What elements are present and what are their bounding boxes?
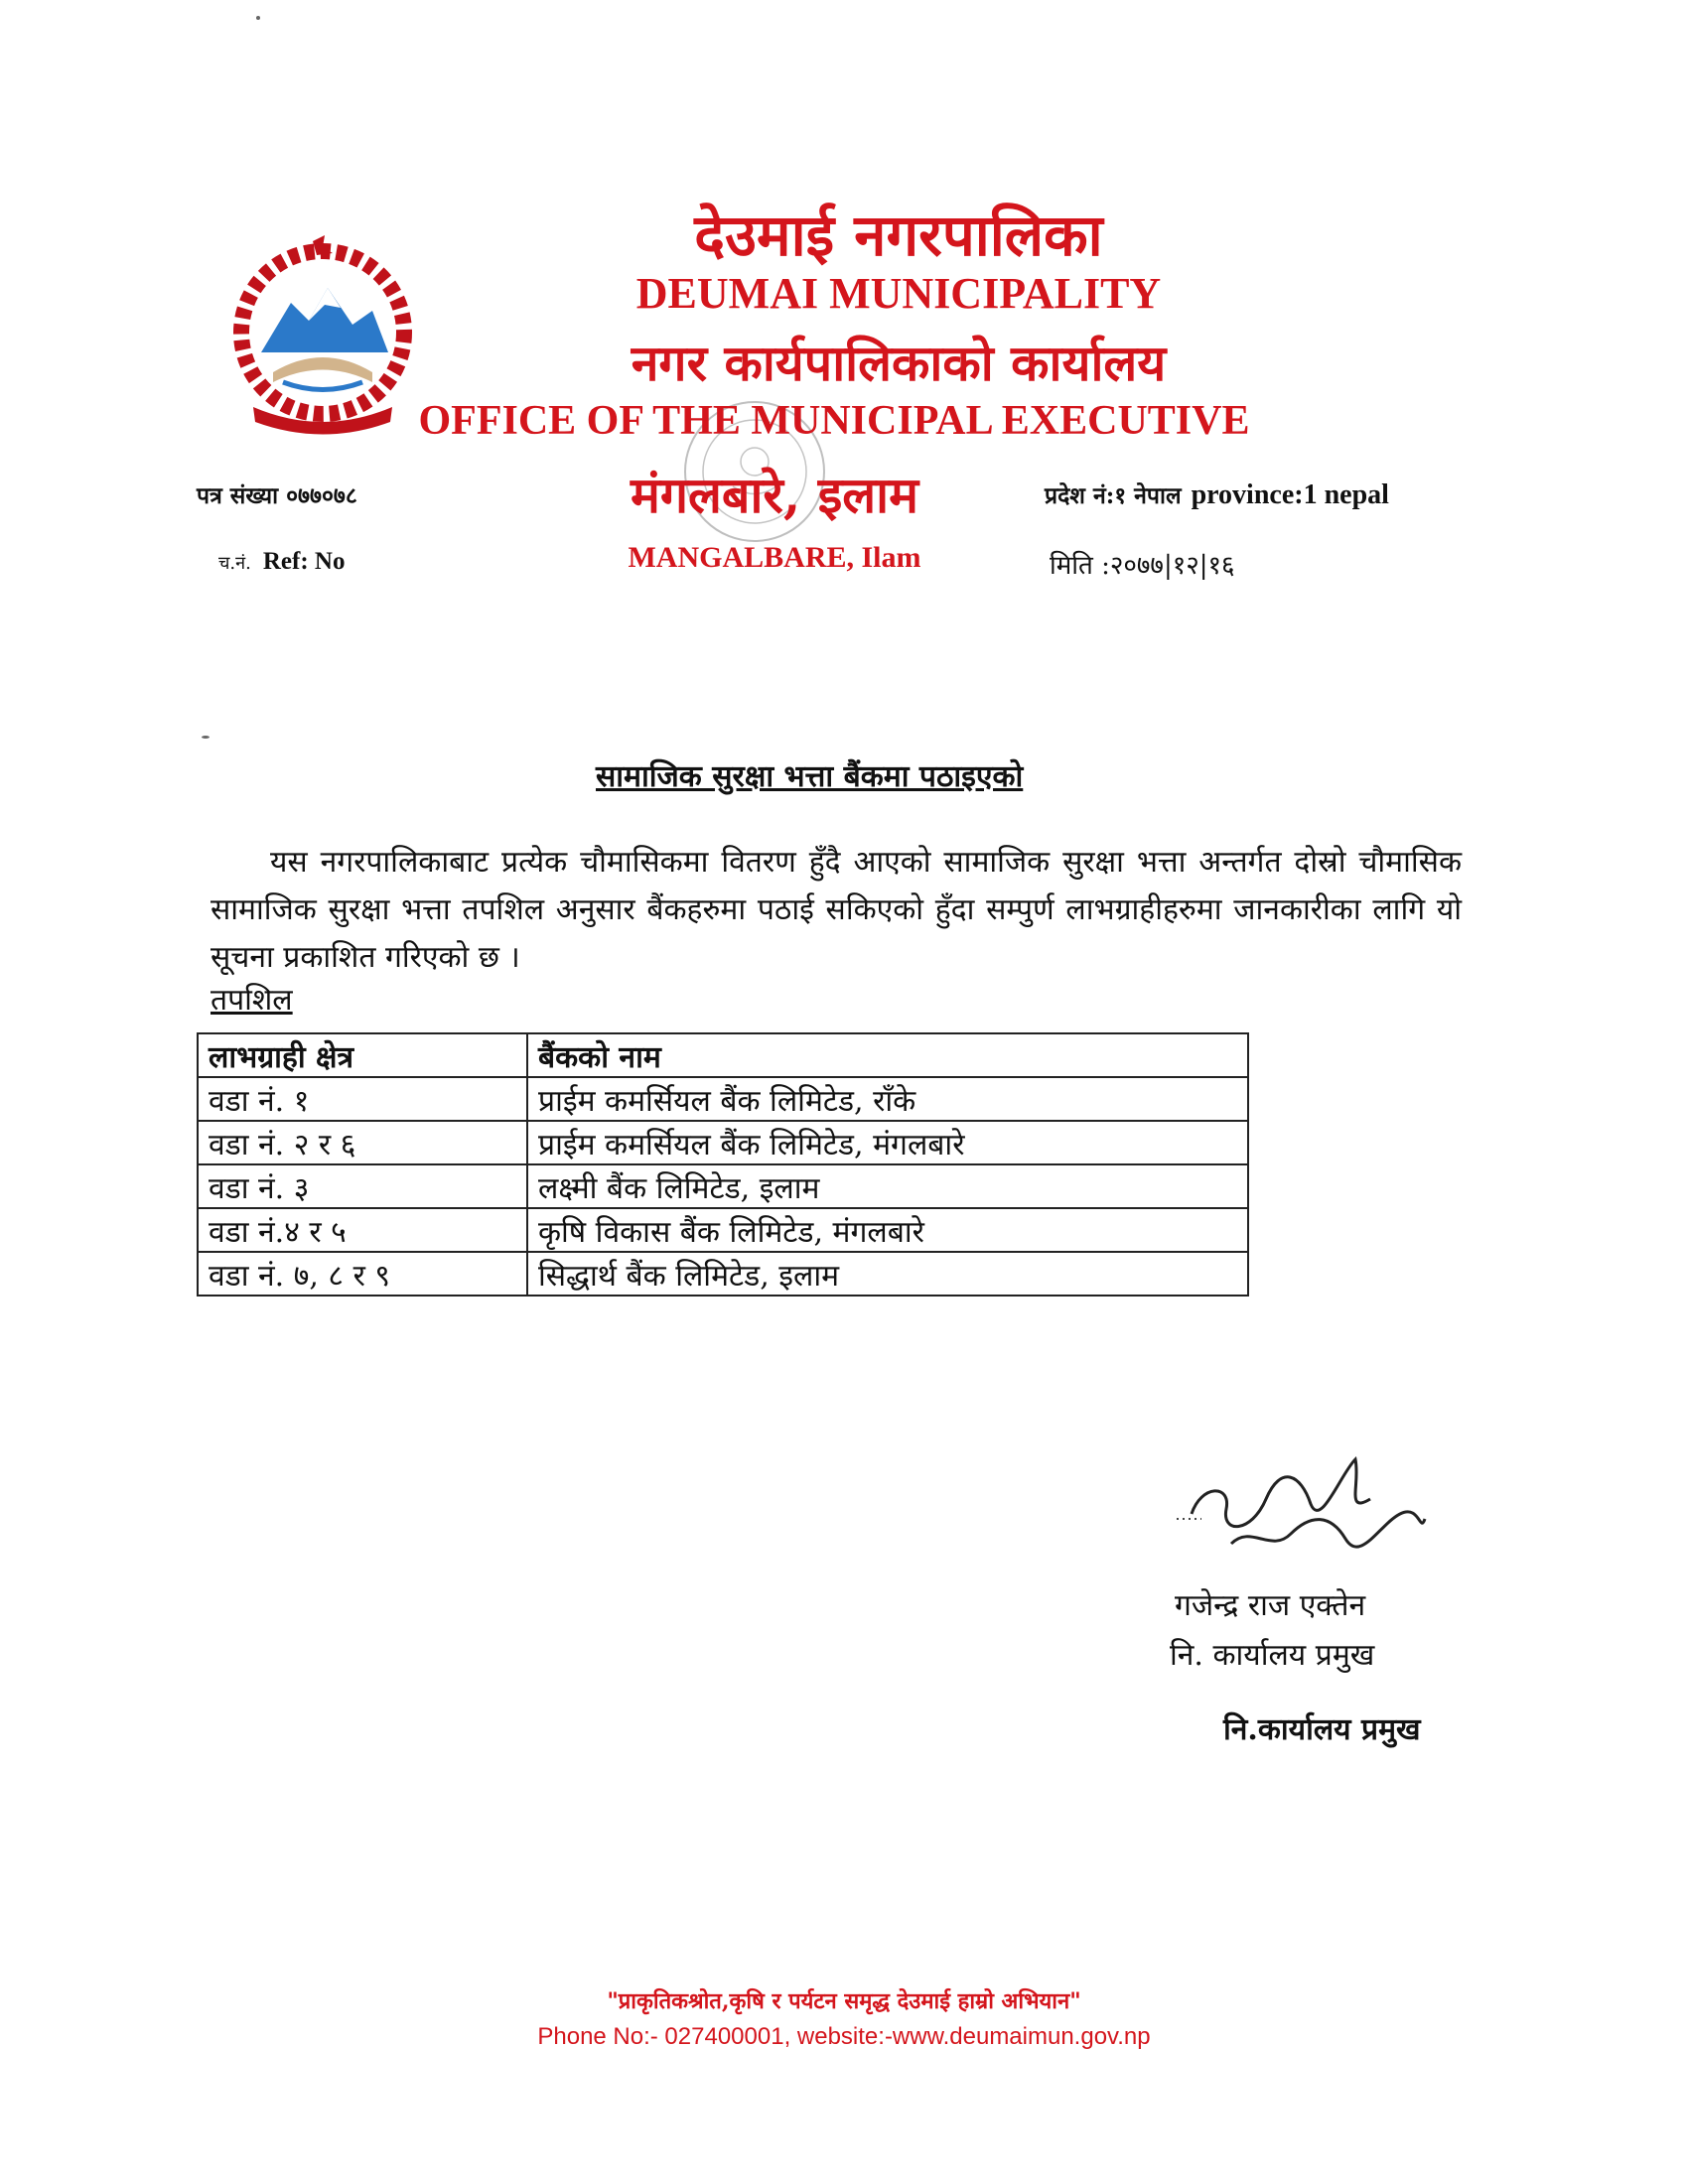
table-header-row [198,1033,1248,1077]
bank-cell: लक्ष्मी बैंक लिमिटेड, इलाम [527,1164,1248,1208]
handwritten-signature [1172,1444,1440,1573]
bank-cell: प्राईम कमर्सियल बैंक लिमिटेड, राँके [527,1077,1248,1121]
ward-cell: वडा नं. ३ [198,1164,527,1208]
table-row [198,1252,1248,1296]
scan-speck [256,16,260,20]
dispatch-prefix: च.नं. [218,553,251,574]
table-row [198,1164,1248,1208]
footer-slogan: "प्राकृतिकश्रोत,कृषि र पर्यटन समृद्ध देउमाई हाम्रो अभियान" [607,1988,1081,2014]
ward-cell: वडा नं. ७, ८ र ९ [198,1252,527,1296]
ward-cell: वडा नं. २ र ६ [198,1121,527,1164]
place-np: मंगलबारे, इलाम [630,466,918,524]
scan-speck [202,736,210,739]
municipality-name-np: देउमाई नगरपालिका [694,202,1103,269]
ward-cell: वडा नं. १ [198,1077,527,1121]
office-name-en: OFFICE OF THE MUNICIPAL EXECUTIVE [418,398,1250,444]
province-np: प्रदेश नं:१ नेपाल [1045,482,1182,509]
dispatch-number [218,546,345,576]
notice-body: यस नगरपालिकाबाट प्रत्येक चौमासिकमा वितरण हुँदै आएको सामाजिक सुरक्षा भत्ता अन्तर्गत दोस्रो चौमासिक सामाजिक सुरक्षा भत्ता तपशिल अनुसार बैंकहरुमा पठाई सकिएको हुँदा सम्पुर्ण लाभग्राहीहरुमा जानकारीका लागि यो सूचना प्रकाशित गरिएको छ । [211,845,1462,975]
notice-subject: सामाजिक सुरक्षा भत्ता बैंकमा पठाइएको [596,759,1024,794]
bank-cell: कृषि विकास बैंक लिमिटेड, मंगलबारे [527,1208,1248,1252]
signatory-name: गजेन्द्र राज एक्तेन [1175,1588,1366,1623]
letter-date: मिति :२०७७|१२|१६ [1050,551,1235,581]
bank-cell: प्राईम कमर्सियल बैंक लिमिटेड, मंगलबारे [527,1121,1248,1164]
signatory-title-stamp: नि.कार्यालय प्रमुख [1223,1712,1421,1747]
header-beneficiary-area: लाभग्राही क्षेत्र [198,1033,527,1077]
table-row [198,1121,1248,1164]
bank-cell: सिद्धार्थ बैंक लिमिटेड, इलाम [527,1252,1248,1296]
place-en: MANGALBARE, Ilam [628,541,921,574]
municipality-name-en: DEUMAI MUNICIPALITY [635,269,1162,318]
signatory-title: नि. कार्यालय प्रमुख [1170,1638,1375,1673]
letter-number: पत्र संख्या ०७७०७८ [197,482,357,509]
footer-contact: Phone No:- 027400001, website:-www.deumaimun.gov.np [537,2023,1151,2050]
dispatch-ref: Ref: No [262,548,346,575]
province-info [1045,478,1389,511]
office-name-np: नगर कार्यपालिकाको कार्यालय [631,334,1167,392]
bank-table [197,1032,1249,1297]
ward-cell: वडा नं.४ र ५ [198,1208,527,1252]
table-row [198,1208,1248,1252]
tapsil-label: तपशिल [211,983,293,1018]
province-en: province:1 nepal [1191,479,1389,510]
table-row [198,1077,1248,1121]
header-bank-name: बैंकको नाम [527,1033,1248,1077]
